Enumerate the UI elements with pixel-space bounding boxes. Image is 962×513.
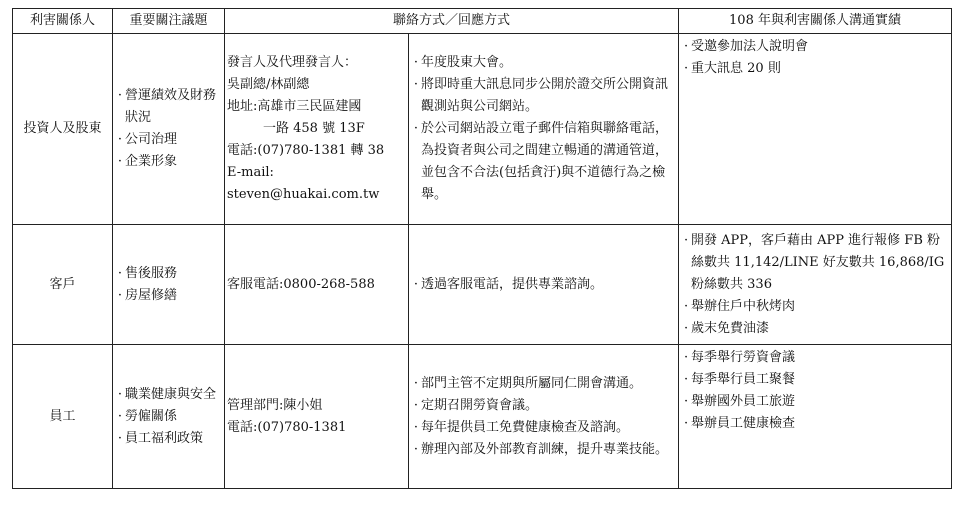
stakeholder-cell: 員工 — [13, 345, 113, 489]
list-item: · 企業形象 — [117, 154, 178, 169]
response-cell — [409, 225, 679, 345]
header-results: 108 年與利害關係人溝通實績 — [679, 9, 952, 34]
list-item: · 職業健康與安全 — [117, 386, 217, 402]
list-item: · 將即時重大訊息同步公開於證交所公開資訊觀測站與公司網站。 — [413, 77, 669, 114]
header-contact-response: 聯絡方式／回應方式 — [225, 9, 679, 34]
response-cell — [409, 34, 679, 225]
contact-cell — [225, 225, 409, 345]
stakeholder-cell: 客戶 — [13, 225, 113, 345]
list-item: · 重大訊息 20 則 — [683, 61, 781, 76]
list-item: · 定期召開勞資會議。 — [413, 397, 539, 413]
list-item: · 售後服務 — [117, 265, 178, 281]
results-cell — [679, 345, 952, 489]
issues-cell — [113, 345, 225, 489]
table-row — [13, 225, 952, 345]
contact-cell: 發言人及代理發言人： 吳副總/林副總 地址:高雄市三民區建國 一路 458 號 13F 電話:(07)780-1381 轉 38 E-mail: steven@huakai.com.tw — [225, 34, 409, 225]
list-item: · 於公司網站設立電子郵件信箱與聯絡電話，為投資者與公司之間建立暢通的溝通管道，並包含不合法(包括貪汙)與不道德行為之檢舉。 — [413, 121, 669, 202]
response-cell — [409, 345, 679, 489]
list-item: · 年度股東大會。 — [413, 55, 513, 70]
list-item: · 透過客服電話，提供專業諮詢。 — [413, 276, 604, 292]
list-item: · 部門主管不定期與所屬同仁開會溝通。 — [413, 375, 643, 391]
contact-cell: 管理部門:陳小姐 電話:(07)780-1381 — [225, 345, 409, 489]
email-address: steven@huakai.com.tw — [227, 187, 380, 202]
table-row — [13, 345, 952, 489]
list-item: · 歲末免費油漆 — [683, 320, 770, 336]
list-item: · 員工福利政策 — [117, 430, 204, 446]
list-item: · 辦理內部及外部教育訓練，提升專業技能。 — [413, 441, 669, 457]
table-row — [13, 34, 952, 225]
customer-service-phone: 客服電話:0800-268-588 — [227, 276, 375, 292]
list-item: · 公司治理 — [117, 132, 178, 147]
list-item: · 受邀參加法人說明會 — [683, 39, 809, 54]
stakeholder-cell: 投資人及股東 — [13, 34, 113, 225]
results-cell — [679, 225, 952, 345]
table-header-row — [13, 9, 952, 34]
header-stakeholder: 利害關係人 — [13, 9, 113, 34]
list-item: · 舉辦住戶中秋烤肉 — [683, 298, 796, 314]
list-item: · 開發 APP，客戶藉由 APP 進行報修 FB 粉絲數共 11,142/LINE 好友數共 16,868/IG 粉絲數共 336 — [683, 232, 945, 292]
issues-cell — [113, 225, 225, 345]
list-item: · 房屋修繕 — [117, 287, 178, 303]
issues-cell — [113, 34, 225, 225]
list-item: · 舉辦國外員工旅遊 — [683, 394, 796, 409]
list-item: · 每季舉行勞資會議 — [683, 350, 796, 365]
list-item: · 每年提供員工免費健康檢查及諮詢。 — [413, 419, 630, 435]
results-cell — [679, 34, 952, 225]
stakeholder-table — [12, 8, 952, 489]
list-item: · 每季舉行員工聚餐 — [683, 372, 796, 387]
list-item: · 舉辦員工健康檢查 — [683, 416, 796, 431]
header-issues: 重要關注議題 — [113, 9, 225, 34]
list-item: · 營運績效及財務狀況 — [117, 88, 217, 125]
list-item: · 勞僱關係 — [117, 408, 178, 424]
